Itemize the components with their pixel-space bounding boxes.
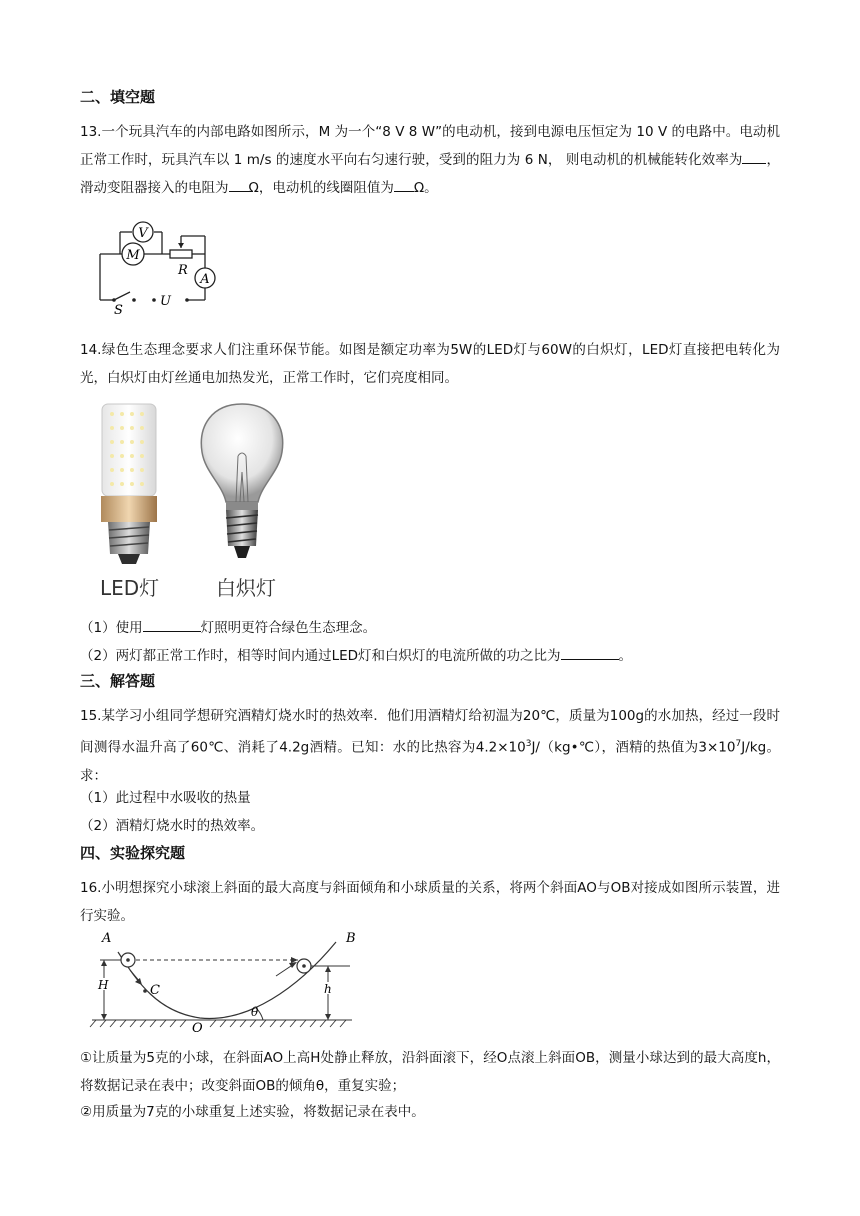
q16-step2: ②用质量为7克的小球重复上述实验，将数据记录在表中。	[80, 1104, 425, 1120]
q15-text-b: J/（kg•℃），酒精的热值为3×10	[531, 739, 736, 756]
q14-sub2-blank[interactable]	[561, 645, 619, 660]
led-caption: LED灯	[100, 576, 160, 600]
angle-theta-label: θ	[251, 1005, 259, 1019]
q13-text-d: Ω。	[413, 180, 438, 196]
motor-label: M	[126, 248, 140, 263]
rheostat-label: R	[178, 263, 188, 278]
q15-exponent-2: 7	[735, 739, 742, 749]
question-14: 14.绿色生态理念要求人们注重环保节能。如图是额定功率为5W的LED灯与60W的白炽灯，LED灯直接把电转化为光，白炽灯由灯丝通电加热发光，正常工作时，它们亮度相同。	[80, 342, 780, 386]
height-small-h-label: h	[324, 982, 332, 996]
q13-text-a: 13.一个玩具汽车的内部电路如图所示，M 为一个“8 V 8 W”的电动机，接到电源电压恒定为 10 V 的电路中。电动机正常工作时，玩具汽车以 1 m/s 的速度水平向右匀速行驶，受到的阻力为 6 N， 则电动机的机械能转化效率为	[80, 124, 780, 168]
switch-label: S	[114, 303, 123, 316]
q13-blank-coil[interactable]	[394, 177, 414, 192]
point-c-label: C	[150, 983, 160, 998]
q14-sub2-prefix: （2）两灯都正常工作时，相等时间内通过LED灯和白炽灯的电流所做的功之比为	[80, 648, 561, 664]
q15-sub1: （1）此过程中水吸收的热量	[80, 790, 251, 806]
section-heading-experiment: 四、实验探究题	[80, 844, 186, 862]
led-lamp-image	[92, 400, 172, 570]
q14-sub1-suffix: 灯照明更符合绿色生态理念。	[200, 620, 377, 636]
point-o-label: O	[192, 1021, 203, 1032]
q13-text-b: ， 滑动变阻器接入的电阻为	[80, 152, 781, 196]
voltmeter-label: V	[138, 226, 148, 241]
q16-step1: ①让质量为5克的小球，在斜面AO上高H处静止释放，沿斜面滚下，经O点滚上斜面OB，测量小球达到的最大高度h，将数据记录在表中；改变斜面OB的倾角θ，重复实验；	[80, 1050, 780, 1094]
point-a-label: A	[102, 931, 112, 946]
incandescent-bulb-image	[196, 400, 288, 570]
q14-sub1-blank[interactable]	[143, 617, 201, 632]
circuit-diagram	[92, 212, 222, 316]
section-heading-fill: 二、填空题	[80, 88, 156, 106]
q14-sub2-suffix: 。	[618, 648, 633, 664]
question-16: 16.小明想探究小球滚上斜面的最大高度与斜面倾角和小球质量的关系，将两个斜面AO与OB对接成如图所示装置，进行实验。	[80, 880, 780, 924]
section-heading-solve: 三、解答题	[80, 672, 156, 690]
q15-text-c: J/kg。求：	[80, 739, 780, 784]
voltage-label: U	[160, 294, 171, 309]
bulb-caption: 白炽灯	[216, 576, 276, 600]
q13-blank-resistance[interactable]	[229, 177, 249, 192]
q15-sub2: （2）酒精灯烧水时的热效率。	[80, 818, 265, 834]
height-h-label: H	[98, 978, 109, 992]
q14-sub1	[80, 616, 376, 636]
q14-sub2	[80, 644, 632, 664]
question-13	[80, 118, 780, 202]
q13-blank-efficiency[interactable]	[742, 149, 766, 164]
q14-sub1-prefix: （1）使用	[80, 620, 143, 636]
q15-text-a: 15.某学习小组同学想研究酒精灯烧水时的热效率．他们用酒精灯给初温为20℃，质量为100g的水加热，经过一段时间测得水温升高了60℃、消耗了4.2g酒精。已知：水的比热容为4.2×10	[80, 708, 780, 756]
point-b-label: B	[346, 931, 356, 946]
question-15	[80, 702, 780, 790]
q15-exponent-1: 3	[525, 739, 532, 749]
ammeter-label: A	[200, 272, 210, 287]
slope-diagram	[88, 928, 368, 1032]
q13-text-c: Ω，电动机的线圈阻值为	[248, 180, 394, 196]
